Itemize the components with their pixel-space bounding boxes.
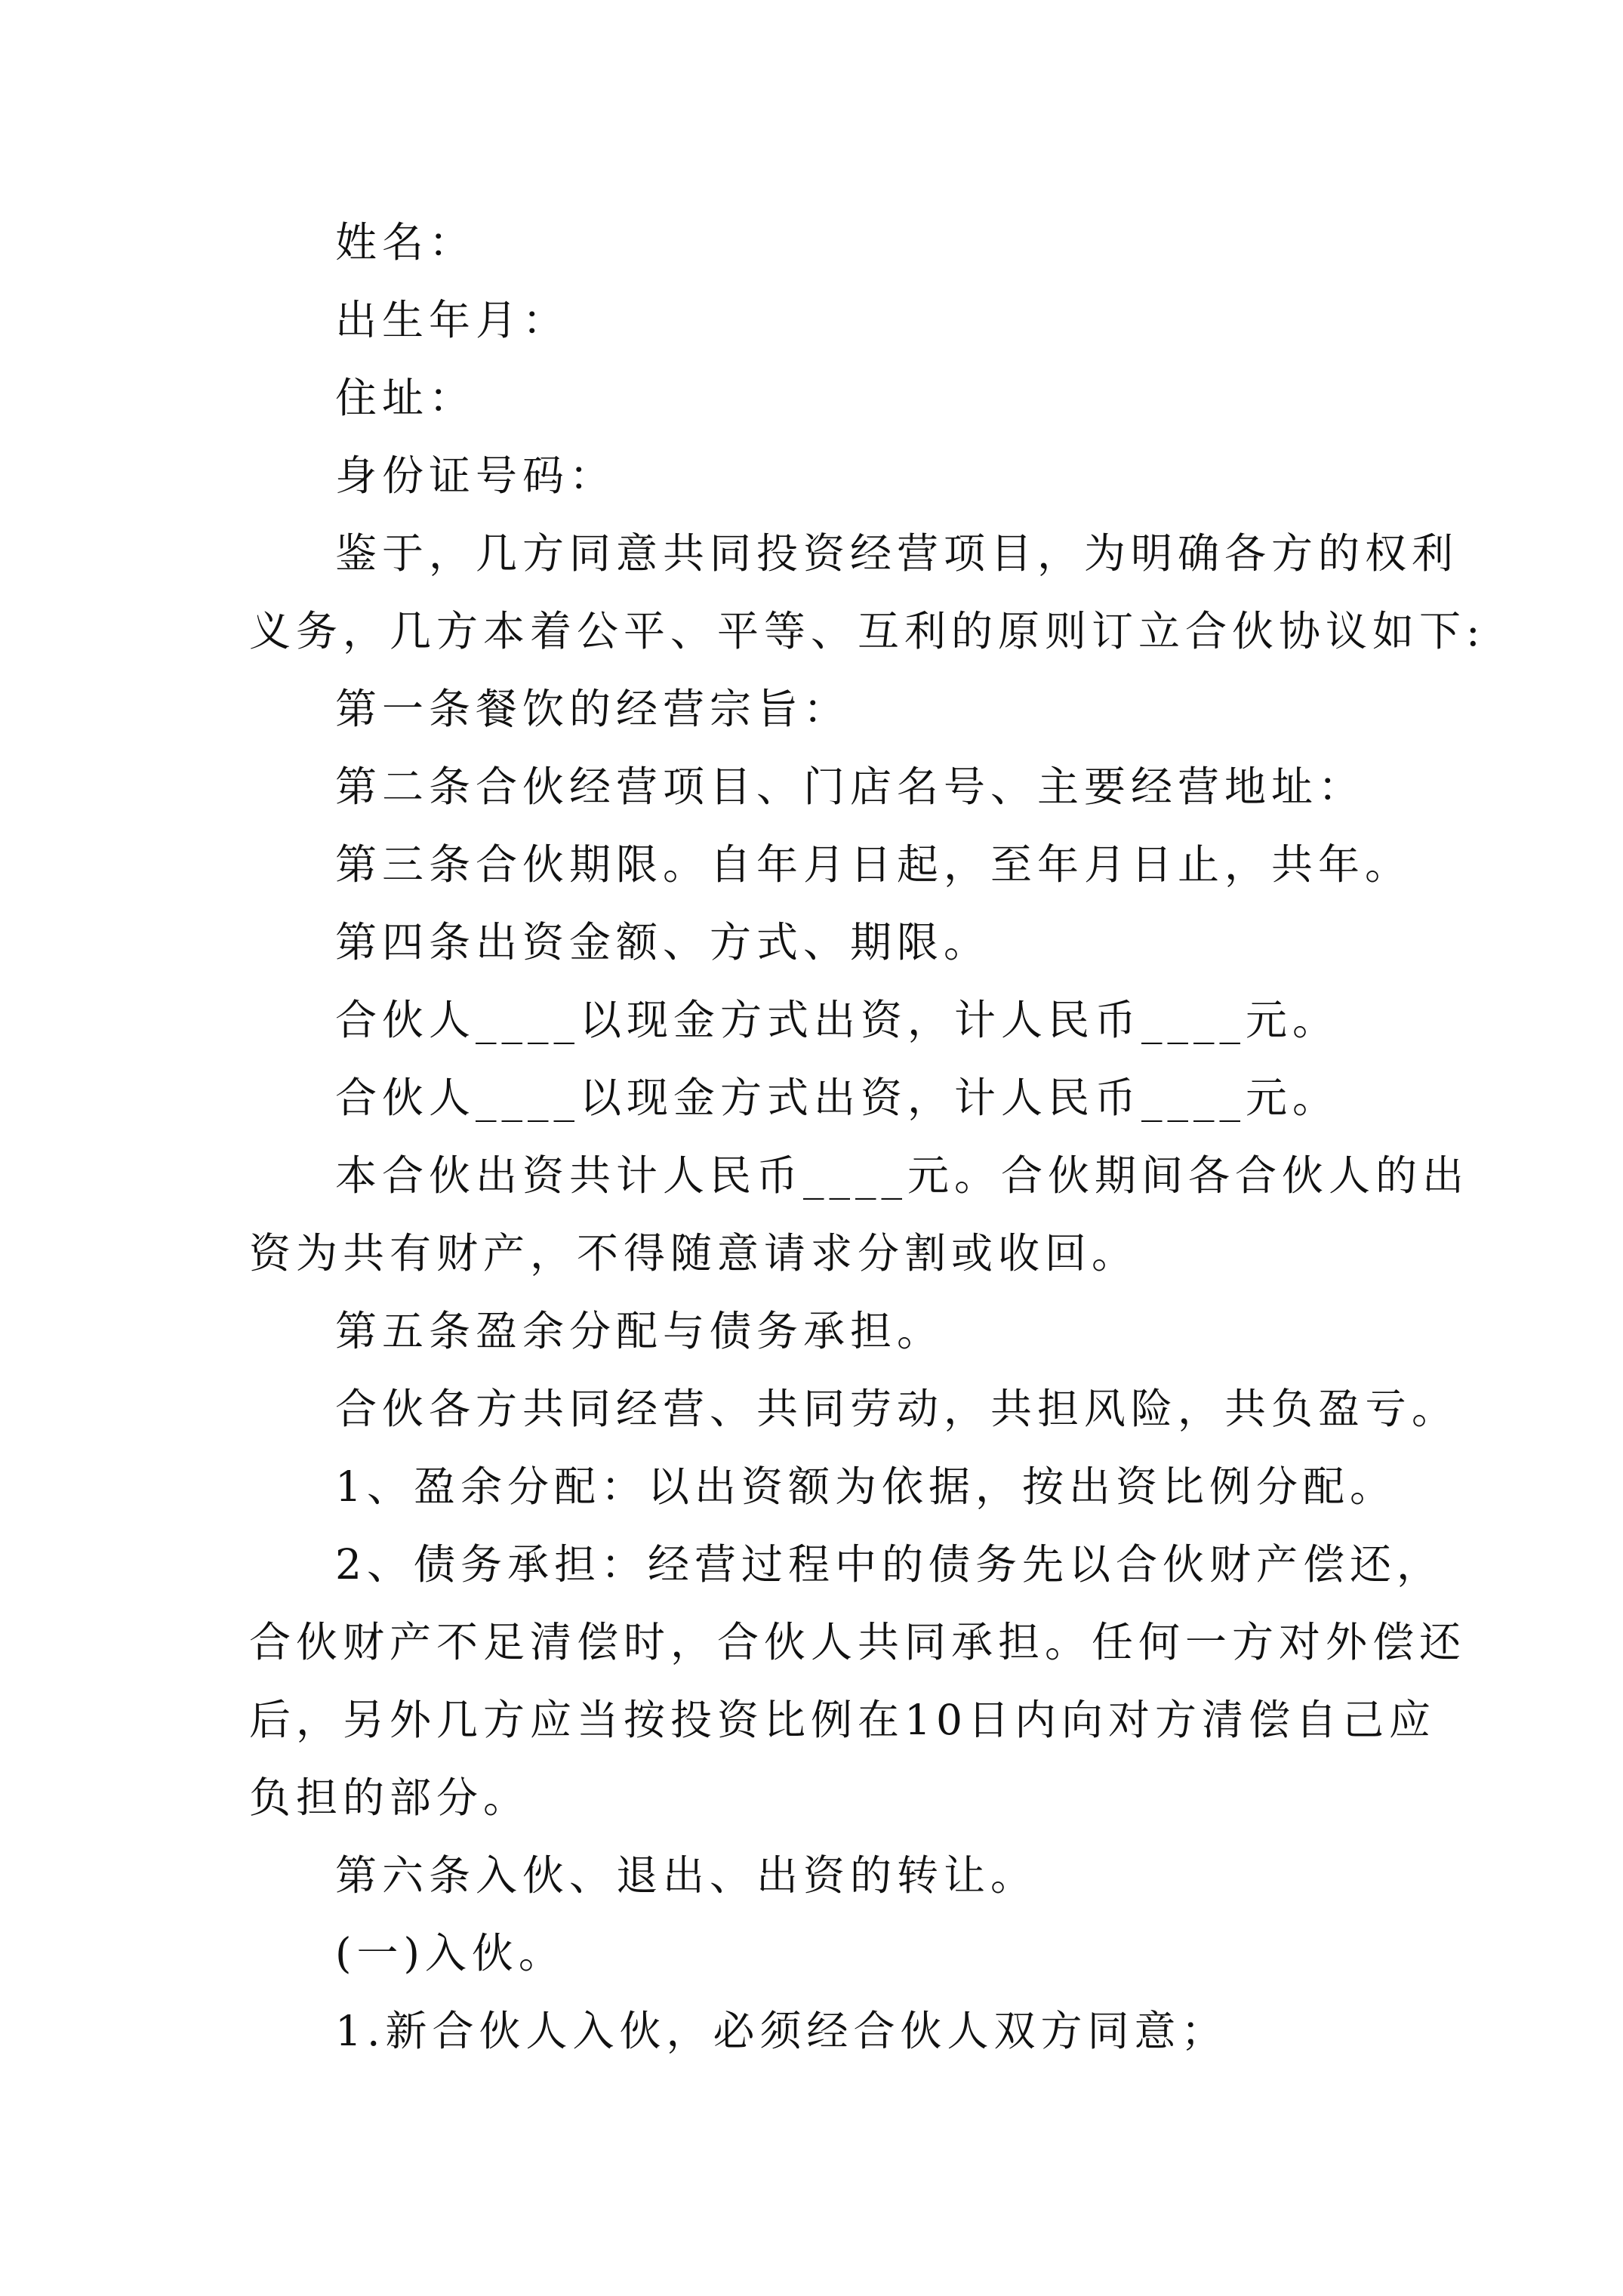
text-line: 鉴于，几方同意共同投资经营项目，为明确各方的权利: [335, 529, 1459, 578]
text-line: 出生年月：: [335, 296, 570, 344]
field-address: [249, 359, 1381, 437]
partner-contribution-2: [249, 1059, 1381, 1137]
text-line: 身份证号码：: [335, 451, 617, 500]
text-line: 住址：: [335, 374, 476, 422]
article-3: [249, 826, 1412, 904]
text-line: 负担的部分。: [249, 1774, 531, 1822]
joint-operation-paragraph: [249, 1370, 1459, 1448]
field-name: [249, 204, 1381, 282]
preamble-paragraph: [249, 515, 1486, 670]
text-line: 合伙财产不足清偿时，合伙人共同承担。任何一方对外偿还: [249, 1618, 1467, 1666]
text-line: 1、盈余分配：以出资额为依据，按出资比例分配。: [335, 1462, 1397, 1511]
text-line: 第四条出资金额、方式、期限。: [335, 918, 991, 966]
join-clause-1: [249, 1992, 1381, 2070]
debt-assumption-paragraph: [249, 1526, 1467, 1837]
text-line: 义务，几方本着公平、平等、互利的原则订立合伙协议如下:: [249, 607, 1486, 655]
text-line: 资为共有财产，不得随意请求分割或收回。: [249, 1229, 1139, 1277]
text-line: 1.新合伙人入伙，必须经合伙人双方同意；: [335, 2007, 1228, 2055]
text-line: 合伙人____以现金方式出资，计人民币____元。: [335, 996, 1340, 1044]
surplus-distribution: [249, 1448, 1397, 1526]
partner-contribution-1: [249, 982, 1381, 1059]
join-heading: [249, 1915, 1381, 1992]
text-line: 第一条餐饮的经营宗旨：: [335, 685, 851, 733]
text-line: 后，另外几方应当按投资比例在10日内向对方清偿自己应: [249, 1696, 1436, 1744]
article-2: [249, 748, 1381, 826]
document-body: [249, 204, 1486, 2070]
text-line: 第二条合伙经营项目、门店名号、主要经营地址：: [335, 763, 1366, 811]
total-contribution-paragraph: [249, 1137, 1470, 1293]
article-4: [249, 904, 1381, 982]
text-line: 合伙人____以现金方式出资，计人民币____元。: [335, 1074, 1340, 1122]
field-id-number: [249, 437, 1381, 515]
field-birth-date: [249, 282, 1381, 359]
text-line: 2、债务承担：经营过程中的债务先以合伙财产偿还，: [335, 1540, 1443, 1589]
text-line: (一)入伙。: [335, 1929, 565, 1977]
article-5: [249, 1293, 1381, 1370]
text-line: 第五条盈余分配与债务承担。: [335, 1307, 944, 1355]
article-6: [249, 1837, 1381, 1915]
text-line: 合伙各方共同经营、共同劳动，共担风险，共负盈亏。: [335, 1385, 1459, 1433]
text-line: 本合伙出资共计人民币____元。合伙期间各合伙人的出: [335, 1151, 1470, 1200]
article-1: [249, 670, 1381, 748]
text-line: 第三条合伙期限。自年月日起，至年月日止，共年。: [335, 840, 1412, 889]
text-line: 第六条入伙、退出、出资的转让。: [335, 1851, 1038, 1900]
text-line: 姓名：: [335, 218, 476, 267]
